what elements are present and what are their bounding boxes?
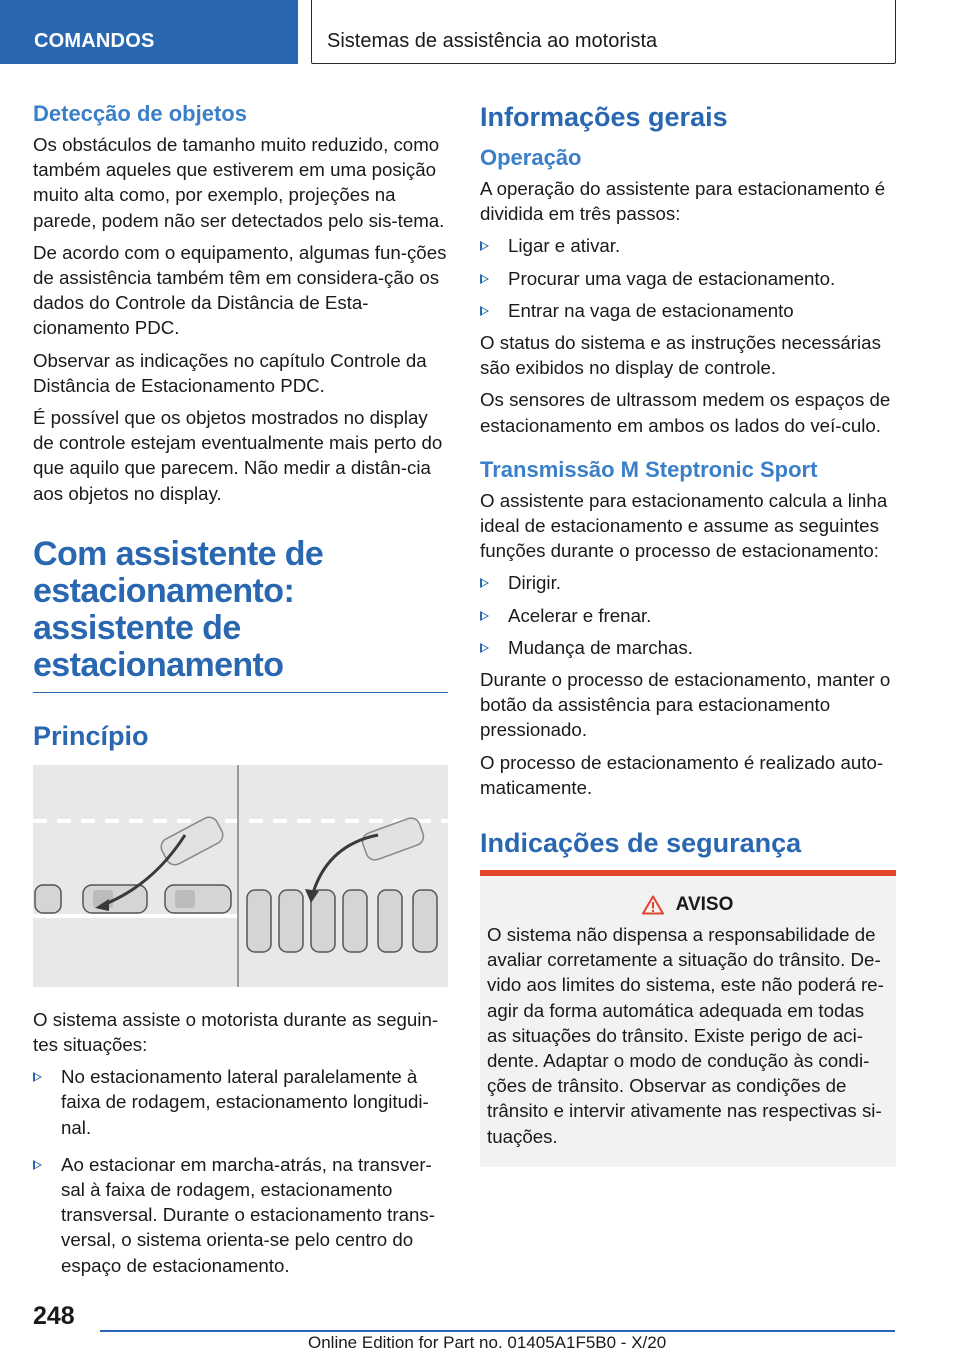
- chapter-tab: [0, 0, 298, 64]
- warning-header: [487, 894, 888, 916]
- list-item-text: Procurar uma vaga de estacionamento.: [508, 267, 836, 289]
- safety-heading: Indicações de segurança: [480, 828, 802, 859]
- list-item-text: Ligar e ativar.: [508, 235, 621, 257]
- parking-diagram: [33, 765, 448, 987]
- chapter-heading: Com assistente de estacionamento: assistente de estacionamento: [33, 536, 448, 693]
- detection-paragraph: É possível que os objetos mostrados no display de controle estejam eventualmente mais perto do que aquilo que parecem. Não medir a distân‐cia aos objetos no display.: [33, 407, 443, 504]
- list-item-text: Entrar na vaga de estacionamento: [508, 299, 794, 321]
- list-item: [480, 570, 896, 595]
- list-item: [33, 1152, 448, 1278]
- general-heading: Informações gerais: [480, 102, 728, 132]
- triangle-bullet-icon: [480, 306, 489, 316]
- list-item: [480, 266, 896, 291]
- transmission-paragraph: Durante o processo de estacionamento, manter o botão da assistência para estacionamento pressionado.: [480, 669, 891, 741]
- principle-heading: Princípio: [33, 720, 149, 751]
- list-item-text: No estacionamento lateral paralelamente à faixa de rodagem, estacionamento longitudi‐nal.: [61, 1066, 429, 1138]
- list-item: [33, 1064, 448, 1140]
- chapter-label: COMANDOS: [34, 30, 155, 52]
- list-item-text: Mudança de marchas.: [508, 636, 693, 658]
- triangle-bullet-icon: [480, 274, 489, 284]
- detection-paragraph: Os obstáculos de tamanho muito reduzido, como também aqueles que estiverem em uma posição muito alta como, por exemplo, projeções na parede, podem não ser detectados pelo sis‐tema.: [33, 134, 445, 231]
- section-header: [311, 0, 896, 64]
- triangle-bullet-icon: [33, 1072, 42, 1082]
- triangle-bullet-icon: [480, 611, 489, 621]
- detection-paragraph: Observar as indicações no capítulo Controle da Distância de Estacionamento PDC.: [33, 349, 427, 396]
- principle-intro: O sistema assiste o motorista durante as seguin‐tes situações:: [33, 1008, 439, 1056]
- list-item: [480, 603, 896, 628]
- section-label: Sistemas de assistência ao motorista: [327, 30, 658, 52]
- detection-paragraph: De acordo com o equipamento, algumas fun‐ções de assistência também têm em considera‐ção os dados do Controle da Distância de Esta‐cionamento PDC.: [33, 241, 447, 339]
- transmission-list: [480, 570, 896, 660]
- operation-heading: Operação: [480, 145, 582, 170]
- right-column: [480, 100, 896, 1167]
- list-item-text: Acelerar e frenar.: [508, 604, 652, 626]
- warning-box: [480, 870, 896, 1167]
- list-item: [480, 233, 896, 258]
- principle-list: [33, 1064, 448, 1278]
- detection-heading: Detecção de objetos: [33, 101, 247, 126]
- list-item-text: Ao estacionar em marcha-atrás, na transver‐sal à faixa de rodagem, estacionamento transversal. Durante o estacionamento trans‐versal, o sistema orienta-se pelo centro do espaço de estacionamento.: [61, 1153, 435, 1276]
- operation-intro: A operação do assistente para estacionamento é dividida em três passos:: [480, 178, 886, 225]
- triangle-bullet-icon: [480, 578, 489, 588]
- transmission-intro: O assistente para estacionamento calcula a linha ideal de estacionamento e assume as seguintes funções durante o processo de estacionamento:: [480, 489, 888, 562]
- transmission-paragraph: O processo de estacionamento é realizado auto‐maticamente.: [480, 751, 884, 798]
- triangle-bullet-icon: [480, 241, 489, 251]
- parking-illustration: [33, 765, 448, 987]
- left-column: [33, 100, 448, 1285]
- triangle-bullet-icon: [480, 643, 489, 653]
- operation-paragraph: O status do sistema e as instruções necessárias são exibidos no display de controle.: [480, 332, 881, 379]
- operation-paragraph: Os sensores de ultrassom medem os espaços de estacionamento em ambos os lados do veí‐culo.: [480, 389, 891, 436]
- warning-triangle-icon: [642, 895, 664, 915]
- list-item: [480, 635, 896, 660]
- list-item: [480, 298, 896, 323]
- warning-title: AVISO: [675, 894, 734, 916]
- warning-text: O sistema não dispensa a responsabilidade de avaliar corretamente a situação do trânsito. De‐vido aos limites do sistema, este não poderá re‐agir da forma automática adequada em todas as situações do trânsito. Existe perigo de aci‐dente. Adaptar o modo de condução às condi‐ções de trânsito. Observar as condições de trânsito e intervir ativamente nas respectivas si‐tuações.: [487, 924, 884, 1147]
- page-number: 248: [33, 1302, 75, 1330]
- edition-note: Online Edition for Part no. 01405A1F5B0 - X/20: [308, 1333, 667, 1352]
- triangle-bullet-icon: [33, 1160, 42, 1170]
- transmission-heading: Transmissão M Steptronic Sport: [480, 456, 818, 482]
- list-item-text: Dirigir.: [508, 572, 561, 594]
- footer-divider: [100, 1330, 895, 1332]
- operation-list: [480, 233, 896, 323]
